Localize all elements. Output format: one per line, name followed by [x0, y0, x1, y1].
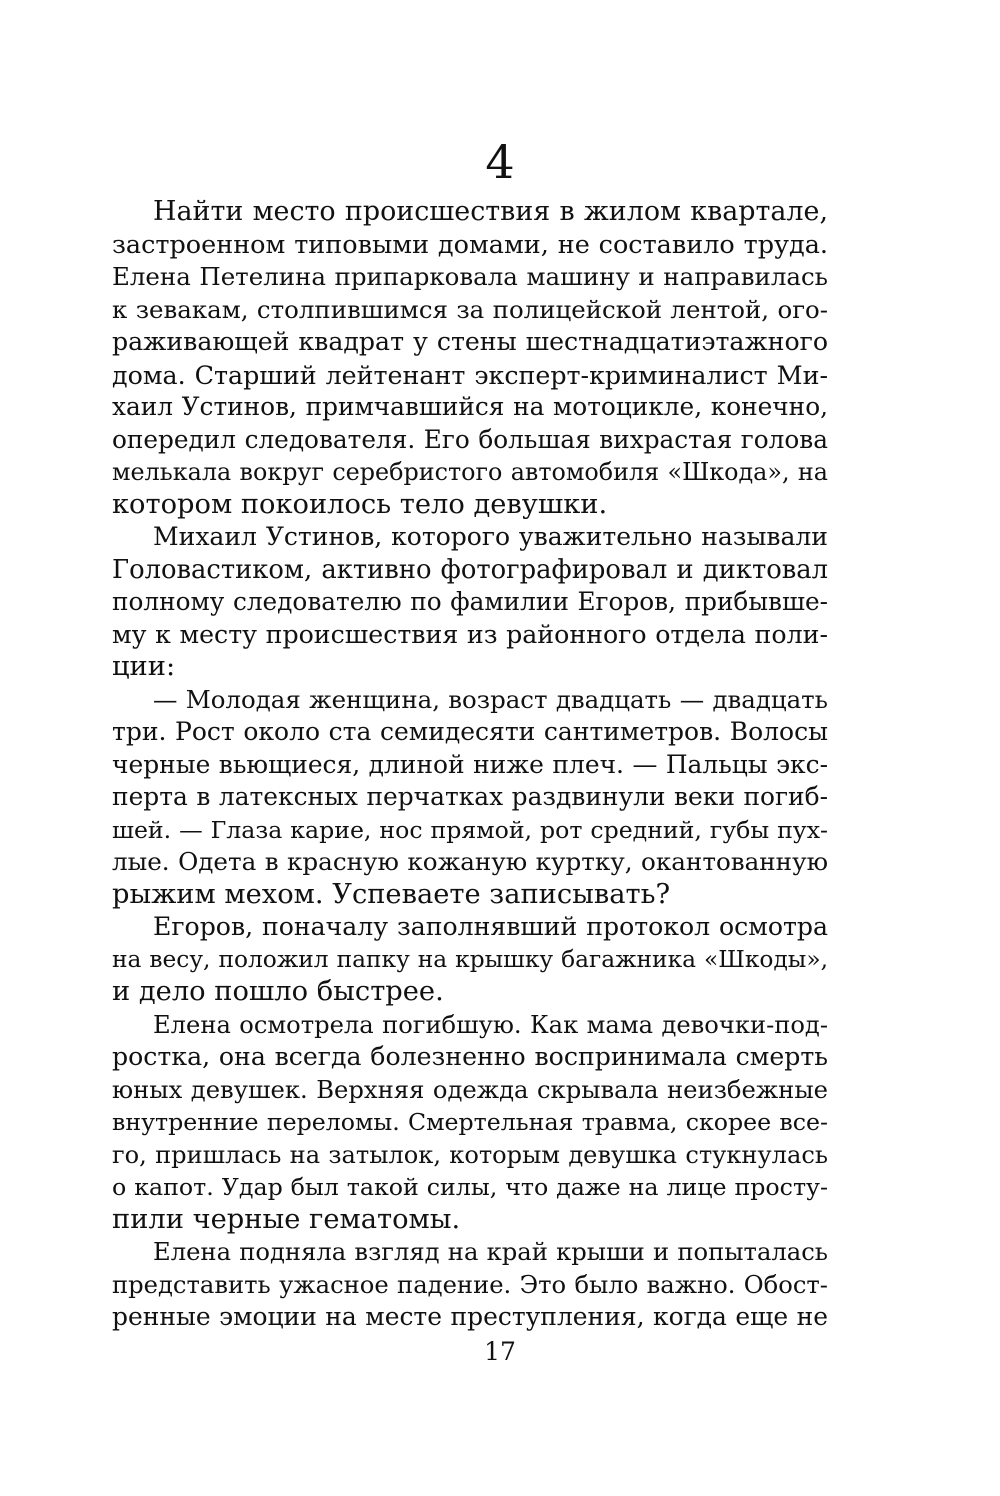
text-line: черные вьющиеся, длиной ниже плеч. — Пальцы экс-: [112, 749, 828, 779]
text-line: внутренние переломы. Смертельная травма, скорее все-: [112, 1108, 828, 1136]
text-line: о капот. Удар был такой силы, что даже на лице просту-: [112, 1173, 828, 1201]
text-line: три. Рост около ста семидесяти сантиметров. Волосы: [112, 717, 828, 746]
text-line: му к месту происшествия из районного отдела поли-: [112, 619, 828, 649]
text-line: рыжим мехом. Успеваете записывать?: [112, 878, 671, 910]
text-line: юных девушек. Верхняя одежда скрывала неизбежные: [112, 1074, 828, 1104]
text-line: и дело пошло быстрее.: [112, 976, 444, 1007]
text-line: Егоров, поначалу заполнявший протокол осмотра: [153, 912, 828, 941]
chapter-number: 4: [485, 135, 515, 189]
text-line: Елена Петелина припарковала машину и направилась: [112, 262, 828, 291]
text-line: на весу, положил папку на крышку багажника «Шкоды»,: [112, 945, 828, 973]
text-line: ренные эмоции на месте преступления, когда еще не: [112, 1302, 828, 1331]
text-line: раживающей квадрат у стены шестнадцатиэтажного: [112, 327, 828, 356]
text-line: Головастиком, активно фотографировал и диктовал: [112, 554, 828, 585]
text-line: хаил Устинов, примчавшийся на мотоцикле, конечно,: [112, 392, 828, 421]
text-line: представить ужасное падение. Это было важно. Обост-: [112, 1269, 828, 1299]
text-line: Найти место происшествия в жилом квартале,: [153, 196, 828, 227]
text-line: Елена осмотрела погибшую. Как мама девочки-под-: [153, 1010, 828, 1039]
text-line: к зевакам, столпившимся за полицейской лентой, ого-: [112, 294, 828, 324]
text-line: полному следователю по фамилии Егоров, прибывше-: [112, 587, 828, 616]
page-number: 17: [484, 1337, 516, 1366]
text-line: лые. Одета в красную кожаную куртку, окантованную: [112, 847, 828, 876]
text-line: дома. Старший лейтенант эксперт-криминалист Ми-: [112, 359, 828, 390]
text-line: Елена подняла взгляд на край крыши и попыталась: [153, 1237, 828, 1266]
text-line: ции:: [112, 651, 176, 682]
text-line: мелькала вокруг серебристого автомобиля «Шкода», на: [112, 458, 828, 486]
text-line: Михаил Устинов, которого уважительно называли: [153, 522, 828, 551]
text-line: го, пришлась на затылок, которым девушка стукнулась: [112, 1140, 828, 1169]
text-line: котором покоилось тело девушки.: [112, 488, 608, 520]
text-line: ростка, она всегда болезненно воспринимала смерть: [112, 1042, 828, 1071]
text-line: пили черные гематомы.: [112, 1203, 461, 1235]
text-line: шей. — Глаза карие, нос прямой, рот средний, губы пух-: [112, 815, 828, 844]
body-text: [112, 196, 828, 1334]
text-line: перта в латексных перчатках раздвинули веки погиб-: [112, 782, 828, 811]
text-line: застроенном типовыми домами, не составило труда.: [112, 229, 828, 260]
text-line: опередил следователя. Его большая вихрастая голова: [112, 424, 828, 454]
text-line: — Молодая женщина, возраст двадцать — двадцать: [153, 684, 828, 714]
